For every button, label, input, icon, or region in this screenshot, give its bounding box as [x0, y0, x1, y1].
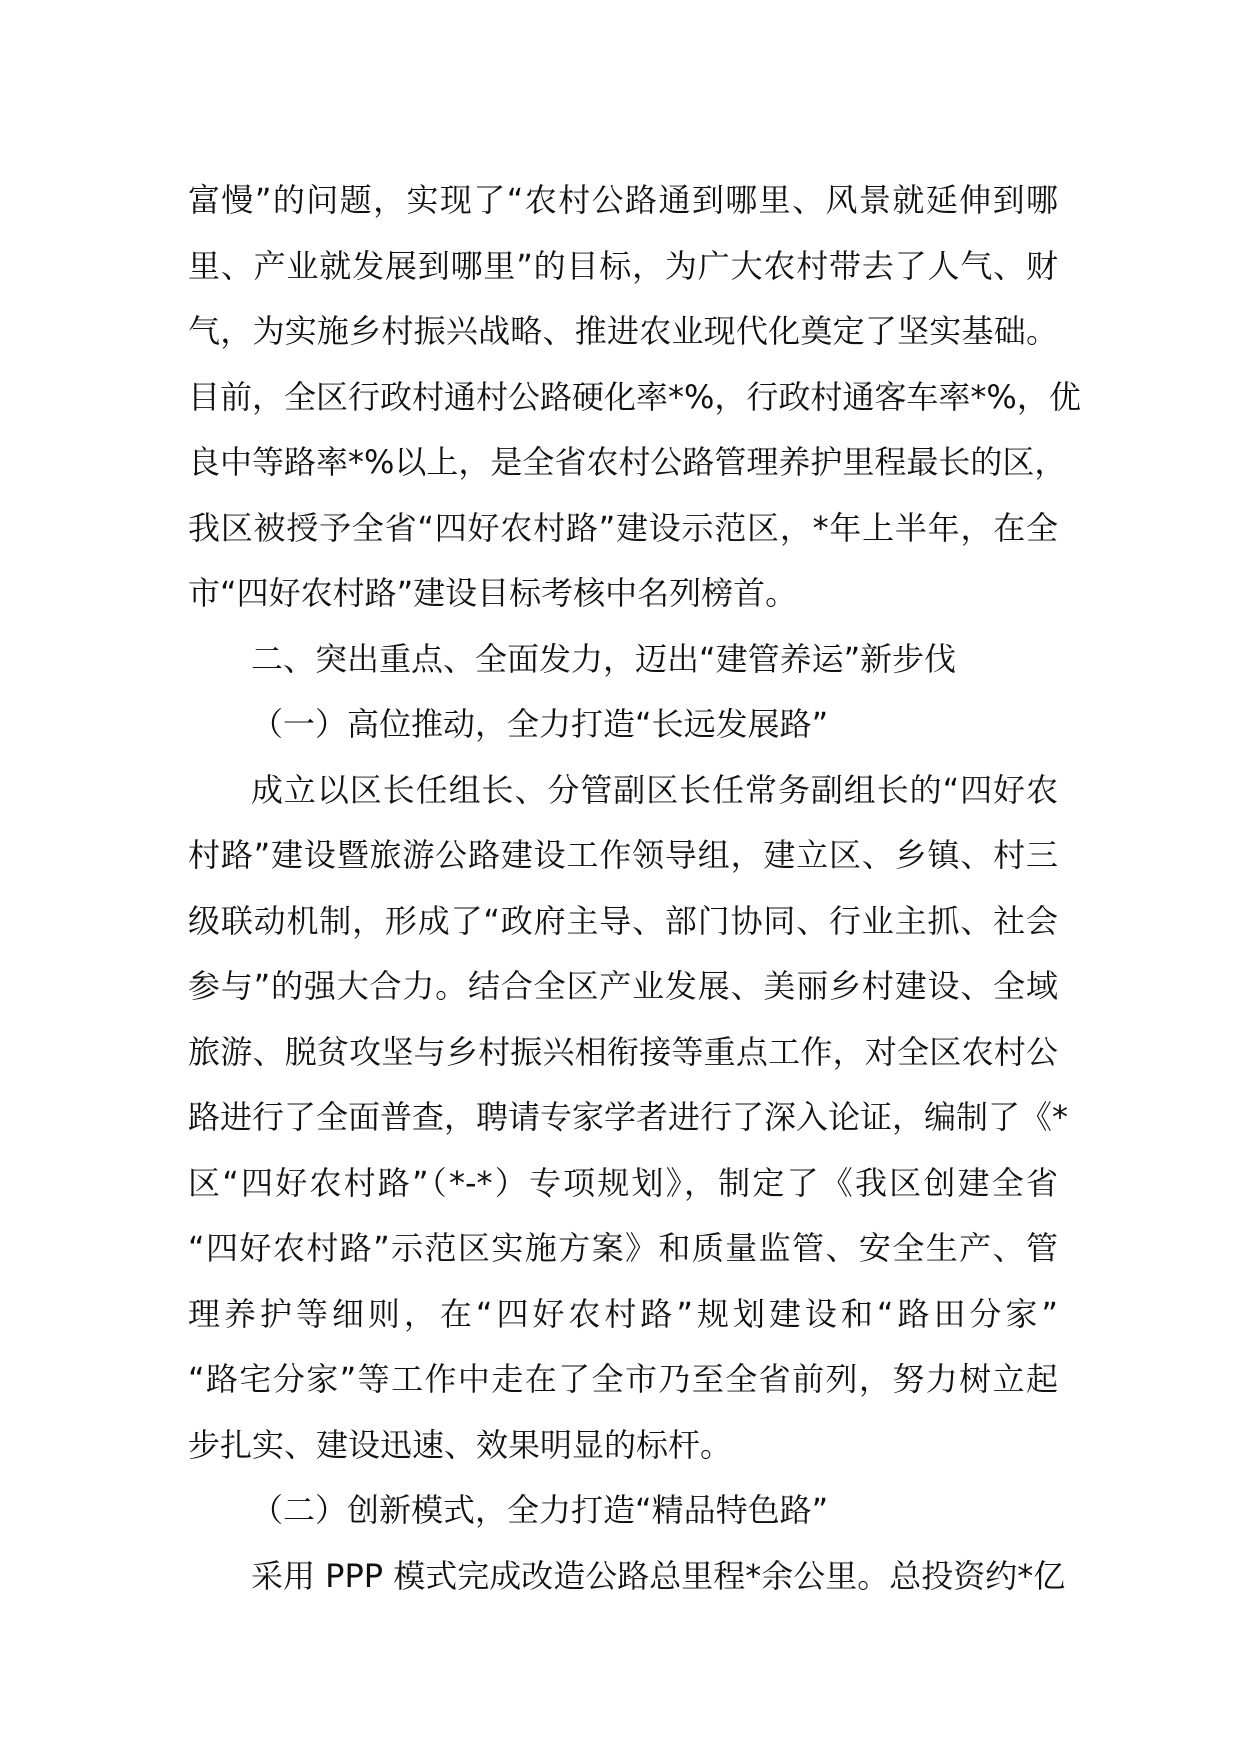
text-line: [188, 1282, 1058, 1348]
text-line: [188, 1151, 1058, 1217]
line-text: 村路”建设暨旅游公路建设工作领导组，建立区、乡镇、村三: [188, 836, 1058, 874]
line-text: 气，为实施乡村振兴战略、推进农业现代化奠定了坚实基础。: [188, 312, 1058, 350]
heading-text: 二、突出重点、全面发力，迈出“建管养运”新步伐: [251, 639, 957, 678]
text-line: [188, 1544, 1066, 1610]
heading-text: （二）创新模式，全力打造“精品特色路”: [251, 1491, 829, 1529]
line-text: “路宅分家”等工作中走在了全市乃至全省前列，努力树立起: [188, 1360, 1058, 1398]
text-line: [188, 1347, 1058, 1413]
heading-text: （一）高位推动，全力打造“长远发展路”: [251, 705, 829, 743]
text-line: [188, 954, 1058, 1020]
line-text: 良中等路率*%以上，是全省农村公路管理养护里程最长的区，: [188, 443, 1067, 481]
text-line: [188, 496, 1058, 562]
line-text: 步扎实、建设迅速、效果明显的标杆。: [188, 1425, 733, 1464]
text-line: [188, 430, 1067, 496]
line-text: 参与”的强大合力。结合全区产业发展、美丽乡村建设、全域: [188, 967, 1058, 1005]
text-line: [188, 1020, 1058, 1086]
line-text: 采用 PPP 模式完成改造公路总里程*余公里。总投资约*亿: [251, 1556, 1066, 1595]
text-line: [188, 823, 1058, 889]
text-line: [188, 889, 1058, 955]
line-text: 我区被授予全省“四好农村路”建设示范区，*年上半年，在全: [188, 508, 1058, 547]
line-text: 旅游、脱贫攻坚与乡村振兴相衔接等重点工作，对全区农村公: [188, 1032, 1058, 1071]
text-line: [188, 299, 1058, 365]
line-text: 理养护等细则，在“四好农村路”规划建设和“路田分家”: [188, 1294, 1058, 1333]
subsection-heading: [188, 1478, 1058, 1544]
text-line: [188, 758, 1058, 824]
text-line: [188, 1216, 1058, 1282]
text-line: [188, 234, 1058, 300]
line-text: 市“四好农村路”建设目标考核中名列榜首。: [188, 574, 798, 612]
line-text: 里、产业就发展到哪里”的目标，为广大农村带去了人气、财: [188, 246, 1058, 285]
line-text: 富慢”的问题，实现了“农村公路通到哪里、风景就延伸到哪: [188, 181, 1058, 219]
text-line: [188, 1413, 1058, 1479]
subsection-heading: [188, 692, 1058, 758]
line-text: 区“四好农村路”（*-*）专项规划》，制定了《我区创建全省: [188, 1163, 1058, 1202]
text-line: [188, 561, 1058, 627]
document-page: [188, 168, 1081, 1609]
line-text: 目前，全区行政村通村公路硬化率*%，行政村通客车率*%，优: [188, 377, 1081, 416]
line-text: 路进行了全面普查，聘请专家学者进行了深入论证，编制了《*: [188, 1098, 1069, 1136]
line-text: 级联动机制，形成了“政府主导、部门协同、行业主抓、社会: [188, 901, 1058, 940]
text-line: [188, 168, 1058, 234]
text-line: [188, 1085, 1069, 1151]
text-line: [188, 365, 1081, 431]
section-heading: [188, 627, 1058, 693]
line-text: “四好农村路”示范区实施方案》和质量监管、安全生产、管: [188, 1229, 1058, 1267]
line-text: 成立以区长任组长、分管副区长任常务副组长的“四好农: [251, 770, 1058, 809]
